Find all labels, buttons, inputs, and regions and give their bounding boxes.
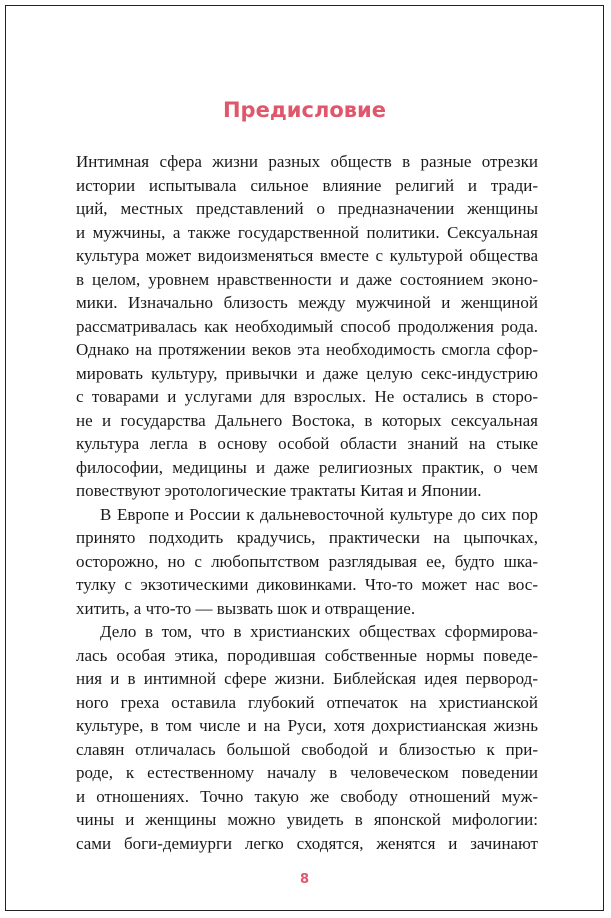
text-line: культуре, в том числе и на Руси, хотя дохристианская жизнь [76,716,538,735]
text-line: сами боги-демиурги легко сходятся, женятся и зачинают [76,833,538,853]
text-line: славян отличалась большой свободой и близостью к при- [76,739,538,759]
text-line: ций, местных представлений о предназначении женщины [76,199,538,218]
text-line: не и государства Дальнего Востока, в которых сексуальная [76,410,538,430]
paragraph-2 [76,503,538,621]
text-line: истории испытывала сильное влияние религий и тради- [76,175,538,195]
text-line: повествуют эротологические трактаты Китая и Японии. [76,481,482,500]
text-line: чины и женщины можно увидеть в японской мифологии: [76,810,538,829]
text-line: философии, медицины и даже религиозных практик, о чем [76,457,538,477]
text-line: Дело в том, что в христианских обществах сформирова- [100,622,538,641]
page-body [76,150,538,855]
text-line: культура может видоизменяться вместе с культурой общества [76,246,538,265]
text-line: хитить, а что-то — вызвать шок и отвращение. [76,598,416,618]
text-line: Однако на протяжении веков эта необходимость смогла сфор- [76,340,538,359]
text-line: ного греха оставила глубокий отпечаток на христианской [76,692,538,712]
text-line: принято подходить крадучись, практически на цыпочках, [76,528,538,547]
text-line: ния и в интимной сфере жизни. Библейская идея первород- [76,669,538,688]
text-line: и мужчины, а также государственной политики. Сексуальная [76,222,538,242]
text-line: тулку с экзотическими диковинками. Что-то может нас вос- [76,575,538,594]
paragraph-1 [76,150,538,503]
text-line: и отношениях. Точно такую же свободу отношений муж- [76,786,538,806]
text-line: осторожно, но с любопытством разглядывая ее, будто шка- [76,551,538,571]
book-page [5,5,604,911]
text-line: В Европе и России к дальневосточной культуре до сих пор [100,504,538,524]
text-line: рассматривалась как необходимый способ продолжения рода. [76,316,538,336]
page-title: Предисловие [222,98,387,122]
paragraph-3 [76,620,538,855]
text-line: мировать культуру, привычки и даже целую секс-индустрию [76,363,538,383]
text-line: в целом, уровнем нравственности и даже состоянием эконо- [76,269,538,289]
text-line: культура легла в основу особой области знаний на стыке [76,434,538,453]
text-line: с товарами и услугами для взрослых. Не остались в сторо- [76,387,538,406]
page-number: 8 [299,872,310,887]
text-line: роде, к естественному началу в человеческом поведении [76,763,538,782]
text-line: Интимная сфера жизни разных обществ в разные отрезки [76,152,538,171]
text-line: мики. Изначально близость между мужчиной и женщиной [76,293,538,312]
text-line: лась особая этика, породившая собственные нормы поведе- [76,645,538,665]
